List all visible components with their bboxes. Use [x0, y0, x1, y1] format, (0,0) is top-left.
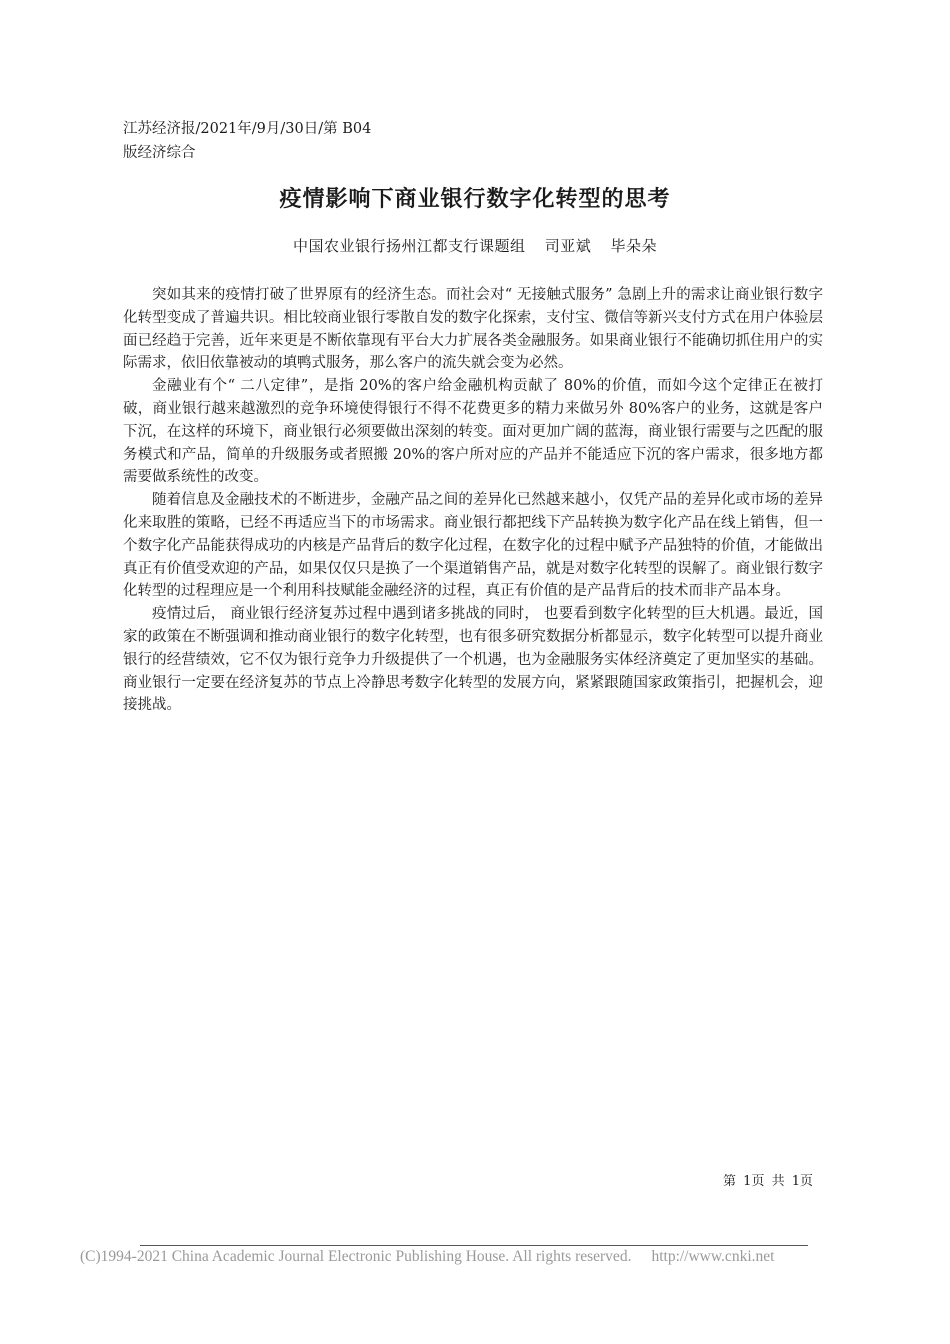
paragraph-1: 突如其来的疫情打破了世界原有的经济生态。而社会对“ 无接触式服务” 急剧上升的需求让商业银行数字化转型变成了普遍共识。相比较商业银行零散自发的数字化探索，支付宝、微信等新兴支付方式在用户体验层面已经趋于完善，近年来更是不断依靠现有平台大力扩展各类金融服务。如果商业银行不能确切抓住用户的实际需求，依旧依靠被动的填鸭式服务，那么客户的流失就会变为必然。: [123, 287, 823, 372]
page-number: 第 1页 共 1页: [723, 1174, 813, 1189]
source-info: [123, 117, 423, 165]
author-name-1: 司亚斌: [544, 237, 592, 255]
article-body: [123, 284, 823, 717]
author-name-2: 毕朵朵: [610, 237, 658, 255]
author-line: [0, 235, 950, 256]
source-line-1: 江苏经济报/2021年/9月/30日/第 B04: [123, 121, 372, 137]
paragraph-2: 金融业有个“ 二八定律”，是指 20%的客户给金融机构贡献了 80%的价值，而如今这个定律正在被打破，商业银行越来越激烈的竞争环境使得银行不得不花费更多的精力来做另外 80%客户的业务，这就是客户下沉，在这样的环境下，商业银行必须要做出深刻的转变。面对更加广阔的蓝海，商业银行需要与之匹配的服务模式和产品，简单的升级服务或者照搬 20%的客户所对应的产品并不能适应下沉的客户需求，很多地方都需要做系统性的改变。: [123, 378, 823, 486]
footer-copyright: (C)1994-2021 China Academic Journal Electronic Publishing House. All rights reserved.: [80, 1248, 632, 1265]
author-organization: 中国农业银行扬州江都支行课题组: [292, 237, 526, 255]
source-line-2: 版经济综合: [123, 145, 196, 161]
paragraph-3: 随着信息及金融技术的不断进步，金融产品之间的差异化已然越来越小，仅凭产品的差异化或市场的差异化来取胜的策略，已经不再适应当下的市场需求。商业银行都把线下产品转换为数字化产品在线上销售，但一个数字化产品能获得成功的内核是产品背后的数字化过程，在数字化的过程中赋予产品独特的价值，才能做出真正有价值受欢迎的产品，如果仅仅只是换了一个渠道销售产品，就是对数字化转型的误解了。商业银行数字化转型的过程理应是一个利用科技赋能金融经济的过程，真正有价值的是产品背后的技术而非产品本身。: [123, 492, 823, 600]
footer-divider: [140, 1245, 808, 1246]
article-title: 疫情影响下商业银行数字化转型的思考: [279, 187, 671, 212]
footer-url[interactable]: http://www.cnki.net: [651, 1248, 775, 1265]
footer: [80, 1248, 850, 1266]
paragraph-4: 疫情过后， 商业银行经济复苏过程中遇到诸多挑战的同时， 也要看到数字化转型的巨大机遇。最近，国家的政策在不断强调和推动商业银行的数字化转型，也有很多研究数据分析都显示，数字化转型可以提升商业银行的经营绩效，它不仅为银行竞争力升级提供了一个机遇，也为金融服务实体经济奠定了更加坚实的基础。商业银行一定要在经济复苏的节点上冷静思考数字化转型的发展方向，紧紧跟随国家政策指引，把握机会，迎接挑战。: [123, 606, 823, 714]
